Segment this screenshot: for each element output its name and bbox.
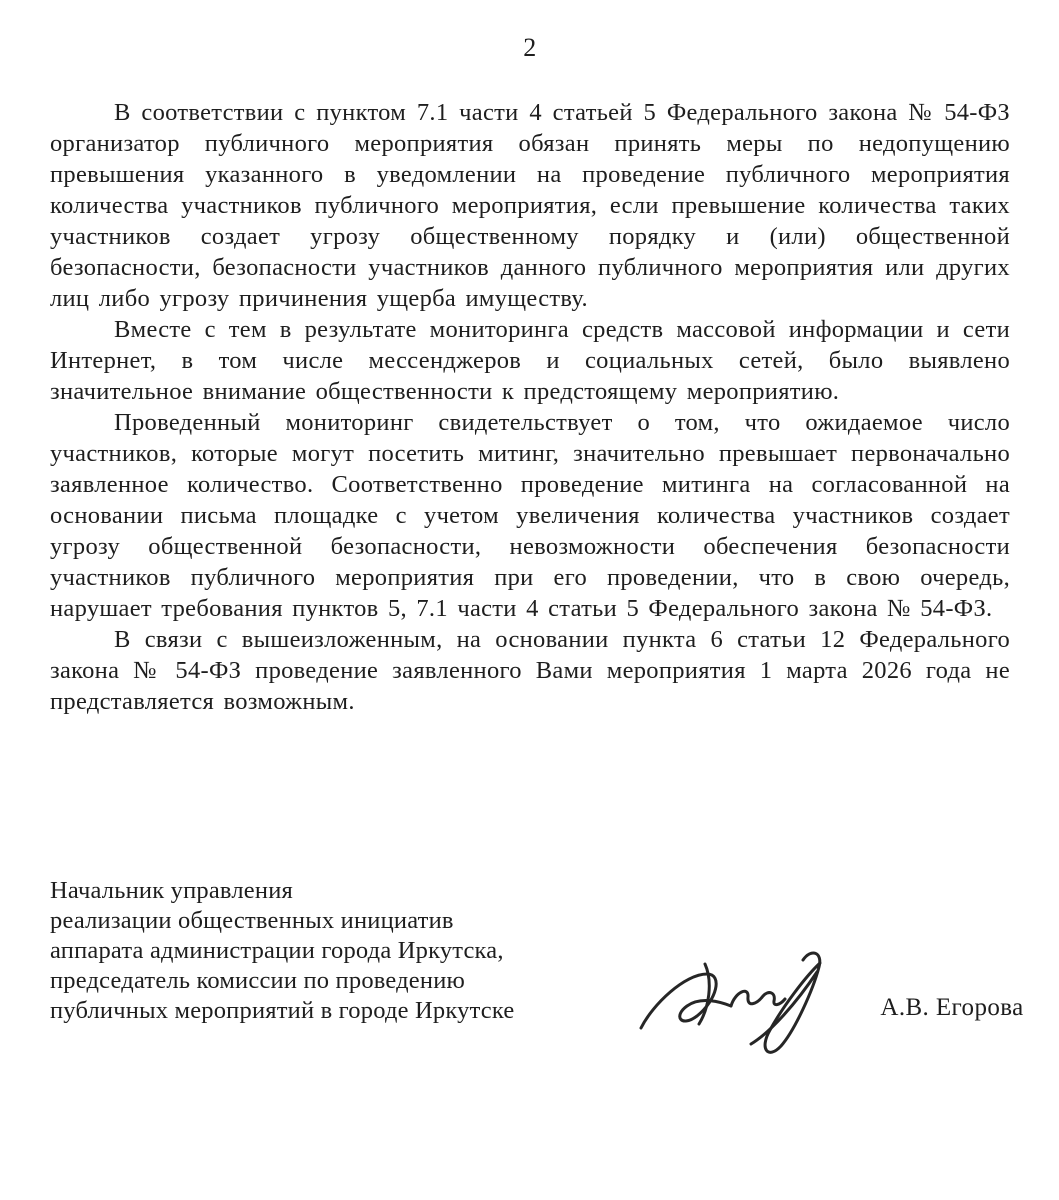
paragraph-legal-basis: В соответствии с пунктом 7.1 части 4 статьей 5 Федерального закона № 54-ФЗ организатор публичного мероприятия обязан принять меры по недопущению превышения указанного в уведомлении на проведение публичного мероприятия количества участников публичного мероприятия, если превышение количества таких участников создает угрозу общественному порядку и (или) общественной безопасности, безопасности участников данного публичного мероприятия или других лиц либо угрозу причинения ущерба имуществу. bbox=[50, 99, 1010, 312]
handwritten-signature-image bbox=[635, 946, 845, 1066]
signature-block bbox=[50, 876, 1024, 1096]
paragraph-refusal: В связи с вышеизложенным, на основании пункта 6 статьи 12 Федерального закона № 54-ФЗ проведение заявленного Вами мероприятия 1 марта 2026 года не представляется возможным. bbox=[50, 626, 1010, 715]
position-line: председатель комиссии по проведению bbox=[50, 967, 466, 994]
position-line: Начальник управления bbox=[50, 877, 293, 904]
paragraph-conclusion-monitoring: Проведенный мониторинг свидетельствует о том, что ожидаемое число участников, которые могут посетить митинг, значительно превышает первоначально заявленное количество. Соответственно проведение митинга на согласованной на основании письма площадке с учетом увеличения количества участников создает угрозу общественной безопасности, невозможности обеспечения безопасности участников публичного мероприятия при его проведении, что в свою очередь, нарушает требования пунктов 5, 7.1 части 4 статьи 5 Федерального закона № 54-ФЗ. bbox=[50, 409, 1010, 622]
position-line: реализации общественных инициатив bbox=[50, 907, 454, 934]
signatory-name: А.В. Егорова bbox=[880, 994, 1024, 1021]
position-line: публичных мероприятий в городе Иркутске bbox=[50, 997, 515, 1024]
document-body bbox=[50, 97, 1010, 717]
position-line: аппарата администрации города Иркутска, bbox=[50, 937, 504, 964]
paragraph-monitoring: Вместе с тем в результате мониторинга средств массовой информации и сети Интернет, в том числе мессенджеров и социальных сетей, было выявлено значительное внимание общественности к предстоящему мероприятию. bbox=[50, 316, 1010, 405]
page-number: 2 bbox=[523, 33, 537, 62]
